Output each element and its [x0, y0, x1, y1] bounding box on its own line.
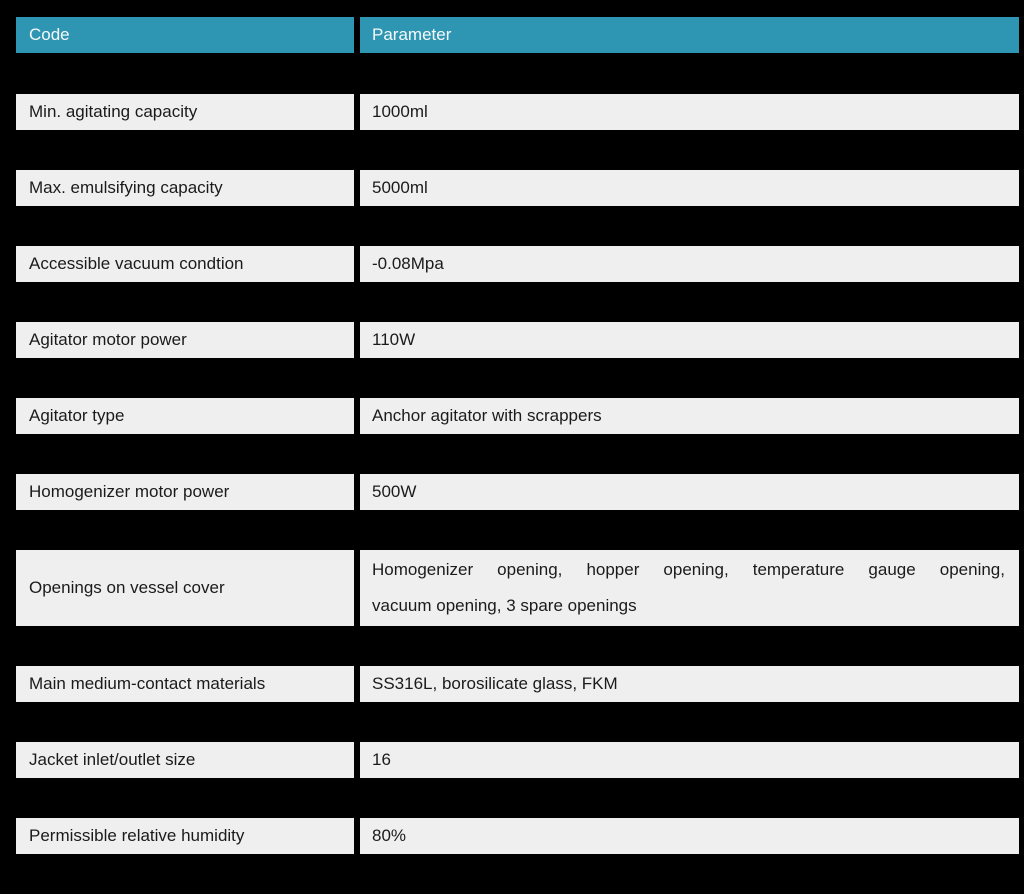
table-row — [16, 550, 1019, 626]
row-code-cell: Homogenizer motor power — [16, 474, 354, 510]
table-row — [16, 170, 1019, 206]
row-parameter-cell — [360, 550, 1019, 626]
table-row — [16, 94, 1019, 130]
row-code-cell: Agitator type — [16, 398, 354, 434]
row-parameter-line: vacuum opening, 3 spare openings — [372, 596, 637, 615]
table-body — [16, 94, 1019, 854]
header-cell-parameter: Parameter — [360, 17, 1019, 53]
row-code-cell: Main medium-contact materials — [16, 666, 354, 702]
table-row — [16, 474, 1019, 510]
table-row — [16, 398, 1019, 434]
table-row — [16, 322, 1019, 358]
table-header-row — [16, 17, 1019, 53]
spec-table — [16, 17, 1019, 894]
row-parameter-cell: 80% — [360, 818, 1019, 854]
table-row — [16, 666, 1019, 702]
row-parameter-cell: 110W — [360, 322, 1019, 358]
row-code-cell: Accessible vacuum condtion — [16, 246, 354, 282]
row-code-cell: Permissible relative humidity — [16, 818, 354, 854]
row-parameter-cell: 1000ml — [360, 94, 1019, 130]
row-parameter-cell: 5000ml — [360, 170, 1019, 206]
row-parameter-cell: 16 — [360, 742, 1019, 778]
row-parameter-cell: -0.08Mpa — [360, 246, 1019, 282]
header-cell-code: Code — [16, 17, 354, 53]
row-code-cell: Openings on vessel cover — [16, 550, 354, 626]
row-parameter-cell: 500W — [360, 474, 1019, 510]
table-row — [16, 246, 1019, 282]
row-code-cell: Max. emulsifying capacity — [16, 170, 354, 206]
row-parameter-line: Homogenizer opening, hopper opening, temperature gauge opening, — [372, 560, 1005, 579]
table-row — [16, 742, 1019, 778]
row-parameter-cell: Anchor agitator with scrappers — [360, 398, 1019, 434]
row-code-cell: Min. agitating capacity — [16, 94, 354, 130]
table-row — [16, 818, 1019, 854]
row-parameter-cell: SS316L, borosilicate glass, FKM — [360, 666, 1019, 702]
row-code-cell: Jacket inlet/outlet size — [16, 742, 354, 778]
row-code-cell: Agitator motor power — [16, 322, 354, 358]
